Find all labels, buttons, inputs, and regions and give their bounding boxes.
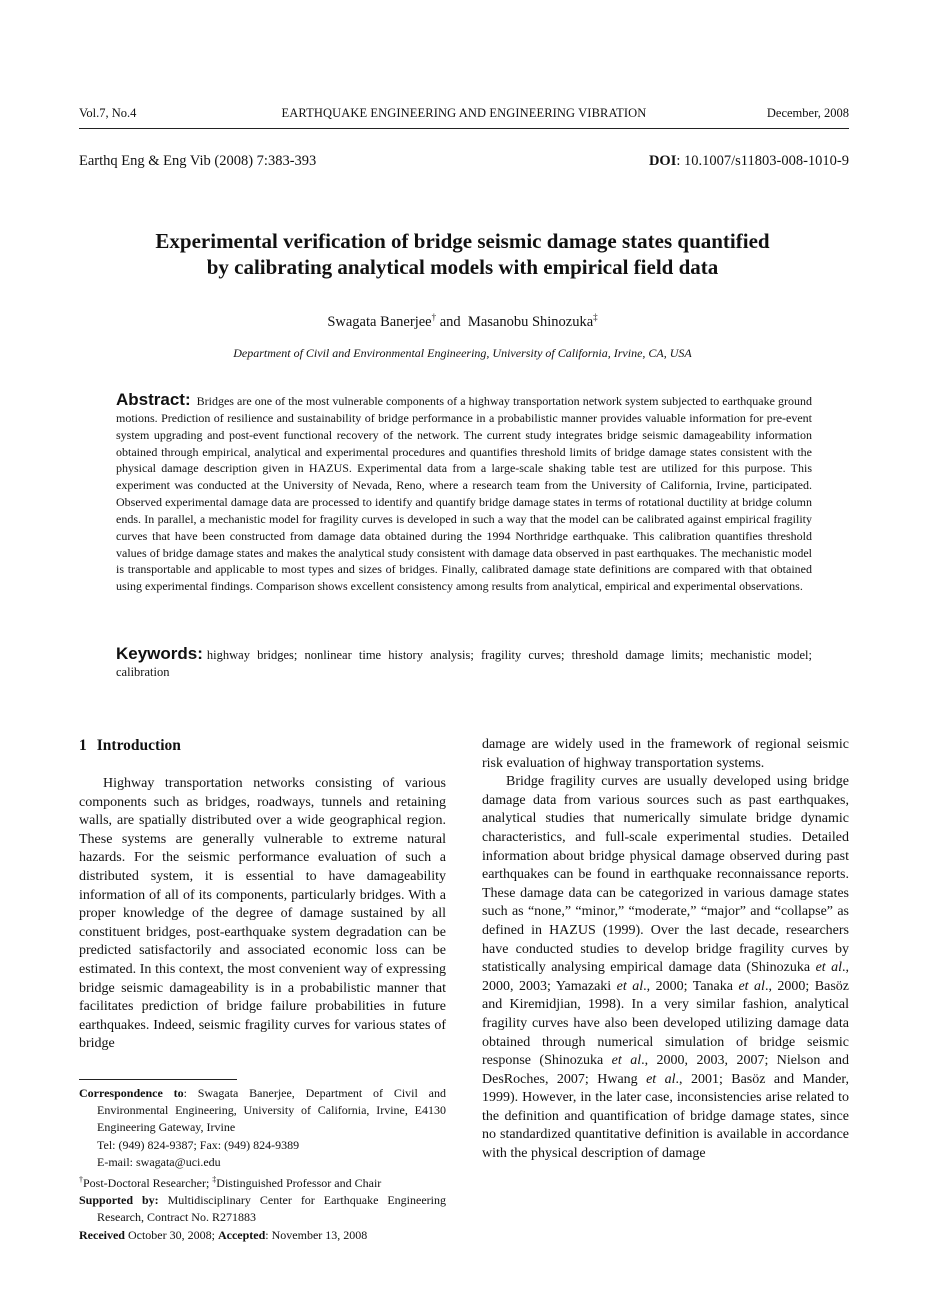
correspondence-note xyxy=(79,1085,446,1137)
doi-label: DOI xyxy=(648,153,677,169)
running-header xyxy=(79,106,849,124)
keywords-label: Keywords: xyxy=(116,644,203,663)
author-2-mark: ‡ xyxy=(593,312,598,322)
para2-text-a: Bridge fragility curves are usually developed using bridge damage data from various sources such as past earthquakes, analytical studies that numerically simulate bridge dynamic characteristics, and full-scale experimental studies. Detailed information about bridge physical damage observed during past earthquakes can be found in earthquake reconnaissance reports. These damage data can be categorized in various damage states such as “none,” “minor,” “moderate,” “major” and “collapse” as defined in HAZUS (1999). Over the last decade, researchers have conducted studies to develop bridge fragility curves by statistically analysing empirical damage data (Shinozuka xyxy=(482,774,849,976)
paper-title xyxy=(60,228,865,280)
correspondence-text: : Swagata Banerjee, Department of Civil and Environmental Engineering, University of California, Irvine, E4130 Engineering Gateway, Irvine xyxy=(97,1086,446,1135)
citation-et-al: et al xyxy=(646,1071,676,1087)
funding-text: Multidisciplinary Center for Earthquake Engineering Research, Contract No. R271883 xyxy=(97,1193,446,1225)
right-column xyxy=(482,736,849,1164)
position-mark-1: † xyxy=(79,1175,83,1185)
dates-note xyxy=(79,1227,446,1244)
intro-paragraph-1: Highway transportation networks consisting of various components such as bridges, roadways, tunnels and retaining walls, are spatially distributed over a wide geographical region. These systems are generally vulnerable to extreme natural hazards. For the seismic performance evaluation of such a distributed system, it is essential to have damageability information of all of its components, particularly bridges. With a proper knowledge of the degree of damage sustained by all constituent bridges, post-earthquake system degradation can be predicted satisfactorily and associated economic loss can be estimated. In this context, the most convenient way of expressing bridge seismic damageability is in a probabilistic manner that facilitates prediction of bridge failure probabilities in future earthquakes. Indeed, seismic fragility curves for various states of bridge xyxy=(79,776,446,1052)
para2-text-b: ., 2000, 2003; Yamazaki xyxy=(482,960,849,994)
journal-volume: Vol.7, No.4 xyxy=(79,106,137,120)
citation-et-al: et al xyxy=(738,978,765,994)
authors xyxy=(0,312,925,331)
footnote-divider xyxy=(79,1079,237,1080)
contact-email[interactable]: E-mail: swagata@uci.edu xyxy=(97,1154,221,1169)
contact-phone: Tel: (949) 824-9387; Fax: (949) 824-9389 xyxy=(97,1137,300,1152)
citation: Earthq Eng & Eng Vib (2008) 7:383-393 xyxy=(79,153,317,169)
title-line-1: Experimental verification of bridge seismic damage states quantified xyxy=(155,229,770,253)
position-2: Distinguished Professor and Chair xyxy=(216,1176,382,1191)
abstract-label: Abstract: xyxy=(116,390,191,409)
funding-label: Supported by: xyxy=(79,1193,159,1208)
author-2: Masanobu Shinozuka xyxy=(467,313,594,330)
abstract-text: Bridges are one of the most vulnerable components of a highway transportation network system subjected to earthquake ground motions. Prediction of resilience and sustainability of bridge performance in a probabilistic manner provides valuable information for pre-event system upgrading and post-event functional recovery of the network. The current study integrates bridge seismic damageability information obtained through empirical, analytical and experimental procedures and quantifies threshold limits of bridge damage states consistent with the physical damage description given in HAZUS. Experimental data from a large-scale shaking table test are utilized for this purpose. This experiment was conducted at the University of Nevada, Reno, where a research team from the University of California, Irvine, participated. Observed experimental damage data are processed to identify and quantify bridge damage states in terms of rotational ductility at bridge column ends. In parallel, a mechanistic model for fragility curves is developed in such a way that the model can be calibrated against empirical fragility curves that have been constructed from damage data obtained during the 1994 Northridge earthquake. This calibration quantifies threshold values of bridge damage states and makes the analytical study consistent with damage data observed in past earthquakes. The mechanistic model is transportable and applicable to most types and sizes of bridges. Finally, calibrated damage state definitions are compared with that obtained using experimental findings. Comparison shows excellent consistency among results from analytical, empirical and experimental observations. xyxy=(116,394,812,594)
citation-et-al: et al xyxy=(815,960,842,976)
keywords-text: highway bridges; nonlinear time history analysis; fragility curves; threshold damage limits; mechanistic model; calibration xyxy=(116,648,812,679)
affiliation: Department of Civil and Environmental Engineering, University of California, Irvine, CA, USA xyxy=(233,346,692,360)
correspondence-label: Correspondence to xyxy=(79,1086,184,1100)
keywords xyxy=(116,645,812,681)
footnotes xyxy=(79,1085,446,1244)
para2-text-f: ., 2001; Basöz and Mander, 1999). However, in the later case, inconsistencies arise related to the definition and quantification of bridge damage states, since no standardized quantitative definition is available in accordance with the physical description of damage xyxy=(482,1071,850,1162)
header-divider xyxy=(79,128,849,129)
para2-text-e: ., 2000, 2003, 2007; Nielson and DesRoches, 2007; Hwang xyxy=(482,1053,850,1087)
author-1-mark: † xyxy=(431,312,437,322)
section-heading-introduction xyxy=(79,737,181,755)
position-mark-2: ‡ xyxy=(212,1175,217,1185)
issue-date: December, 2008 xyxy=(766,106,849,120)
position-note xyxy=(79,1171,446,1192)
intro-paragraph-continued: damage are widely used in the framework of regional seismic risk evaluation of highway transportation systems. xyxy=(482,737,849,771)
position-1: Post-Doctoral Researcher; xyxy=(83,1176,213,1191)
para2-text-c: ., 2000; Tanaka xyxy=(643,978,739,994)
abstract xyxy=(116,392,812,595)
citation-et-al: et al xyxy=(616,978,644,994)
citation-et-al: et al xyxy=(611,1053,642,1069)
left-column xyxy=(79,775,446,1054)
author-1: Swagata Banerjee xyxy=(327,313,432,330)
intro-paragraph-2 xyxy=(482,773,849,1163)
accepted-label: Accepted xyxy=(217,1227,266,1242)
doi[interactable] xyxy=(649,153,849,170)
title-line-2: by calibrating analytical models with empirical field data xyxy=(206,255,719,279)
accepted-date: : November 13, 2008 xyxy=(265,1227,368,1242)
received-label: Received xyxy=(79,1227,125,1242)
funding-note xyxy=(79,1192,446,1226)
journal-name: EARTHQUAKE ENGINEERING AND ENGINEERING VIBRATION xyxy=(281,106,647,120)
section-title: Introduction xyxy=(96,737,181,754)
section-number: 1 xyxy=(79,737,87,754)
received-date: October 30, 2008; xyxy=(124,1227,218,1242)
authors-and: and xyxy=(436,313,468,330)
para2-text-d: ., 2000; Basöz and Kiremidjian, 1998). In a very similar fashion, analytical fragility curves have also been developed utilizing damage data obtained through numerical simulation of bridge seismic response (Shinozuka xyxy=(482,978,850,1069)
doi-value: : 10.1007/s11803-008-1010-9 xyxy=(676,153,849,169)
